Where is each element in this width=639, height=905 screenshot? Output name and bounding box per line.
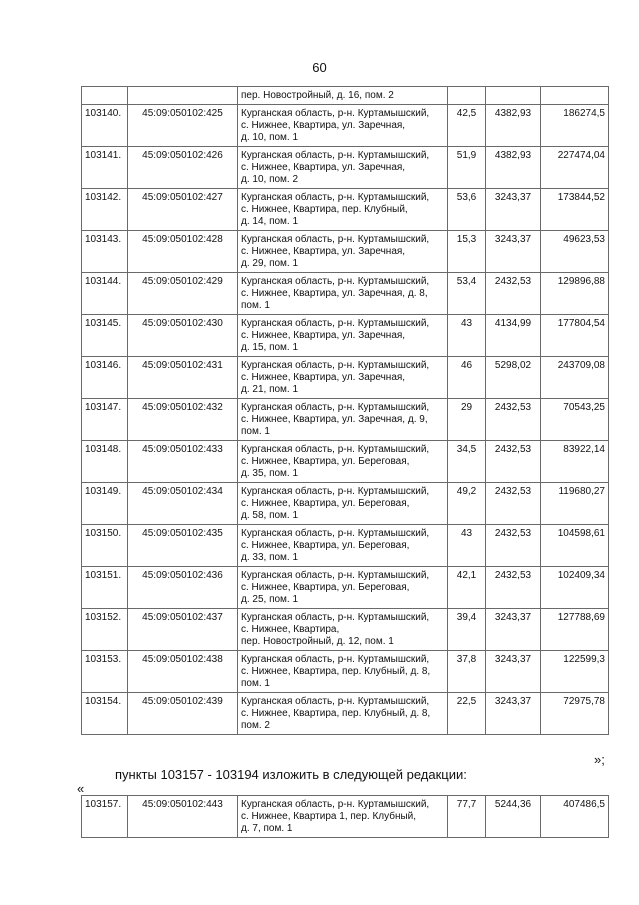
address-line: Курганская область, р-н. Куртамышский, (241, 192, 430, 203)
row-number: 103148. (82, 441, 128, 483)
address-line: д. 33, пом. 1 (241, 552, 299, 563)
cadastral-number: 45:09:050102:432 (128, 399, 238, 441)
table-row (82, 441, 609, 483)
total-value: 129896,88 (541, 273, 609, 315)
unit-price: 3243,37 (486, 231, 541, 273)
address-line: д. 14, пом. 1 (241, 216, 299, 227)
address-line: с. Нижнее, Квартира, ул. Заречная, (241, 330, 406, 341)
cadastral-number: 45:09:050102:434 (128, 483, 238, 525)
address (238, 651, 448, 693)
address-line: пом. 1 (241, 678, 270, 689)
row-number: 103140. (82, 105, 128, 147)
address (238, 525, 448, 567)
instruction-text: пункты 103157 - 103194 изложить в следующей редакции: (115, 767, 467, 782)
address-line: Курганская область, р-н. Куртамышский, (241, 444, 430, 455)
unit-price: 2432,53 (486, 273, 541, 315)
address-line: с. Нижнее, Квартира, ул. Береговая, (241, 498, 410, 509)
table-row (82, 231, 609, 273)
address-line: Курганская область, р-н. Куртамышский, (241, 402, 430, 413)
address-line: с. Нижнее, Квартира, пер. Клубный, д. 8, (241, 666, 431, 677)
area-value: 43 (448, 525, 486, 567)
address-line: Курганская область, р-н. Куртамышский, (241, 234, 430, 245)
address (238, 105, 448, 147)
cadastral-number: 45:09:050102:427 (128, 189, 238, 231)
row-number: 103144. (82, 273, 128, 315)
address-line: Курганская область, р-н. Куртамышский, (241, 150, 430, 161)
address (238, 609, 448, 651)
area-value: 34,5 (448, 441, 486, 483)
address-line: Курганская область, р-н. Куртамышский, (241, 612, 430, 623)
address (238, 796, 448, 838)
address-line: с. Нижнее, Квартира, ул. Заречная, д. 8, (241, 288, 428, 299)
cadastral-number: 45:09:050102:429 (128, 273, 238, 315)
unit-price: 3243,37 (486, 609, 541, 651)
area-value: 53,4 (448, 273, 486, 315)
cadastral-number: 45:09:050102:439 (128, 693, 238, 735)
area-value: 42,5 (448, 105, 486, 147)
row-number: 103146. (82, 357, 128, 399)
address-line: д. 21, пом. 1 (241, 384, 299, 395)
area-value: 42,1 (448, 567, 486, 609)
cadastral-number: 45:09:050102:436 (128, 567, 238, 609)
total-value: 119680,27 (541, 483, 609, 525)
address-line: д. 29, пом. 1 (241, 258, 299, 269)
row-number: 103151. (82, 567, 128, 609)
cadastral-number: 45:09:050102:428 (128, 231, 238, 273)
address-line: Курганская область, р-н. Куртамышский, (241, 318, 430, 329)
address-line: Курганская область, р-н. Куртамышский, (241, 360, 430, 371)
address (238, 693, 448, 735)
area-value: 53,6 (448, 189, 486, 231)
closing-quote: »; (594, 752, 605, 767)
total-value: 177804,54 (541, 315, 609, 357)
area-value: 49,2 (448, 483, 486, 525)
row-number: 103154. (82, 693, 128, 735)
unit-price: 2432,53 (486, 399, 541, 441)
address (238, 567, 448, 609)
address (238, 147, 448, 189)
cadastral-number: 45:09:050102:437 (128, 609, 238, 651)
total-value: 83922,14 (541, 441, 609, 483)
address-line: Курганская область, р-н. Куртамышский, (241, 276, 430, 287)
page-number: 60 (312, 60, 327, 75)
address-line: Курганская область, р-н. Куртамышский, (241, 570, 430, 581)
row-number: 103152. (82, 609, 128, 651)
cadastral-number: 45:09:050102:425 (128, 105, 238, 147)
continuation-price-cell (486, 87, 541, 105)
cadastral-number: 45:09:050102:431 (128, 357, 238, 399)
address-line: с. Нижнее, Квартира, ул. Береговая, (241, 582, 410, 593)
registry-table (81, 86, 609, 735)
address (238, 399, 448, 441)
continuation-address: пер. Новостройный, д. 16, пом. 2 (238, 87, 448, 105)
row-number: 103147. (82, 399, 128, 441)
row-number: 103157. (82, 796, 128, 838)
table-row (82, 147, 609, 189)
cadastral-number: 45:09:050102:426 (128, 147, 238, 189)
address-line: пом. 1 (241, 426, 270, 437)
row-number: 103143. (82, 231, 128, 273)
continuation-area-cell (448, 87, 486, 105)
unit-price: 5244,36 (486, 796, 541, 838)
row-number: 103141. (82, 147, 128, 189)
continuation-cad-cell (128, 87, 238, 105)
table-row (82, 399, 609, 441)
address-line: Курганская область, р-н. Куртамышский, (241, 108, 430, 119)
table-row (82, 105, 609, 147)
cadastral-number: 45:09:050102:433 (128, 441, 238, 483)
unit-price: 3243,37 (486, 693, 541, 735)
cadastral-number: 45:09:050102:438 (128, 651, 238, 693)
address-line: с. Нижнее, Квартира, пер. Клубный, (241, 204, 408, 215)
total-value: 49623,53 (541, 231, 609, 273)
address (238, 483, 448, 525)
address-line: д. 10, пом. 1 (241, 132, 299, 143)
address (238, 441, 448, 483)
address-line: с. Нижнее, Квартира, пер. Клубный, д. 8, (241, 708, 431, 719)
address-line: с. Нижнее, Квартира, ул. Заречная, (241, 372, 406, 383)
area-value: 29 (448, 399, 486, 441)
address (238, 231, 448, 273)
table-row (82, 315, 609, 357)
unit-price: 2432,53 (486, 441, 541, 483)
address-line: Курганская область, р-н. Куртамышский, (241, 528, 430, 539)
address-line: д. 15, пом. 1 (241, 342, 299, 353)
address-line: Курганская область, р-н. Куртамышский, (241, 799, 430, 810)
address (238, 357, 448, 399)
area-value: 15,3 (448, 231, 486, 273)
row-number: 103150. (82, 525, 128, 567)
row-number: 103153. (82, 651, 128, 693)
unit-price: 4382,93 (486, 147, 541, 189)
opening-quote: « (77, 781, 85, 796)
cadastral-number: 45:09:050102:430 (128, 315, 238, 357)
address (238, 315, 448, 357)
cadastral-number: 45:09:050102:435 (128, 525, 238, 567)
table-row (82, 796, 609, 838)
table-row (82, 693, 609, 735)
address-line: д. 10, пом. 2 (241, 174, 299, 185)
area-value: 22,5 (448, 693, 486, 735)
address (238, 189, 448, 231)
address-line: Курганская область, р-н. Куртамышский, (241, 654, 430, 665)
total-value: 186274,5 (541, 105, 609, 147)
table-row (82, 651, 609, 693)
total-value: 173844,52 (541, 189, 609, 231)
table-row (82, 357, 609, 399)
unit-price: 2432,53 (486, 483, 541, 525)
address-line: с. Нижнее, Квартира 1, пер. Клубный, (241, 811, 417, 822)
address-line: д. 25, пом. 1 (241, 594, 299, 605)
unit-price: 2432,53 (486, 567, 541, 609)
table-row (82, 567, 609, 609)
address-line: д. 35, пом. 1 (241, 468, 299, 479)
unit-price: 5298,02 (486, 357, 541, 399)
address-line: с. Нижнее, Квартира, ул. Береговая, (241, 540, 410, 551)
cadastral-number: 45:09:050102:443 (128, 796, 238, 838)
total-value: 227474,04 (541, 147, 609, 189)
total-value: 243709,08 (541, 357, 609, 399)
row-number: 103142. (82, 189, 128, 231)
area-value: 77,7 (448, 796, 486, 838)
address-line: д. 58, пом. 1 (241, 510, 299, 521)
table-row (82, 525, 609, 567)
table-row (82, 609, 609, 651)
area-value: 46 (448, 357, 486, 399)
address (238, 273, 448, 315)
address-line: д. 7, пом. 1 (241, 823, 293, 834)
address-line: пом. 2 (241, 720, 270, 731)
table-row (82, 483, 609, 525)
row-number: 103149. (82, 483, 128, 525)
table-row (82, 273, 609, 315)
area-value: 51,9 (448, 147, 486, 189)
area-value: 37,8 (448, 651, 486, 693)
address-line: Курганская область, р-н. Куртамышский, (241, 696, 430, 707)
address-line: с. Нижнее, Квартира, ул. Береговая, (241, 456, 410, 467)
table-row (82, 189, 609, 231)
row-number: 103145. (82, 315, 128, 357)
new-edition-table-body (82, 796, 609, 838)
address-line: с. Нижнее, Квартира, ул. Заречная, (241, 120, 406, 131)
total-value: 127788,69 (541, 609, 609, 651)
address-line: Курганская область, р-н. Куртамышский, (241, 486, 430, 497)
continuation-total-cell (541, 87, 609, 105)
area-value: 43 (448, 315, 486, 357)
continuation-num-cell (82, 87, 128, 105)
total-value: 407486,5 (541, 796, 609, 838)
unit-price: 4134,99 (486, 315, 541, 357)
total-value: 122599,3 (541, 651, 609, 693)
total-value: 104598,61 (541, 525, 609, 567)
address-line: пер. Новостройный, д. 12, пом. 1 (241, 636, 394, 647)
unit-price: 3243,37 (486, 651, 541, 693)
address-line: с. Нижнее, Квартира, ул. Заречная, д. 9, (241, 414, 428, 425)
address-line: с. Нижнее, Квартира, (241, 624, 340, 635)
unit-price: 4382,93 (486, 105, 541, 147)
unit-price: 2432,53 (486, 525, 541, 567)
total-value: 72975,78 (541, 693, 609, 735)
address-line: с. Нижнее, Квартира, ул. Заречная, (241, 246, 406, 257)
area-value: 39,4 (448, 609, 486, 651)
address-line: пом. 1 (241, 300, 270, 311)
unit-price: 3243,37 (486, 189, 541, 231)
total-value: 102409,34 (541, 567, 609, 609)
continuation-row (82, 87, 609, 105)
new-edition-table (81, 795, 609, 838)
address-line: с. Нижнее, Квартира, ул. Заречная, (241, 162, 406, 173)
total-value: 70543,25 (541, 399, 609, 441)
registry-table-body (82, 87, 609, 735)
